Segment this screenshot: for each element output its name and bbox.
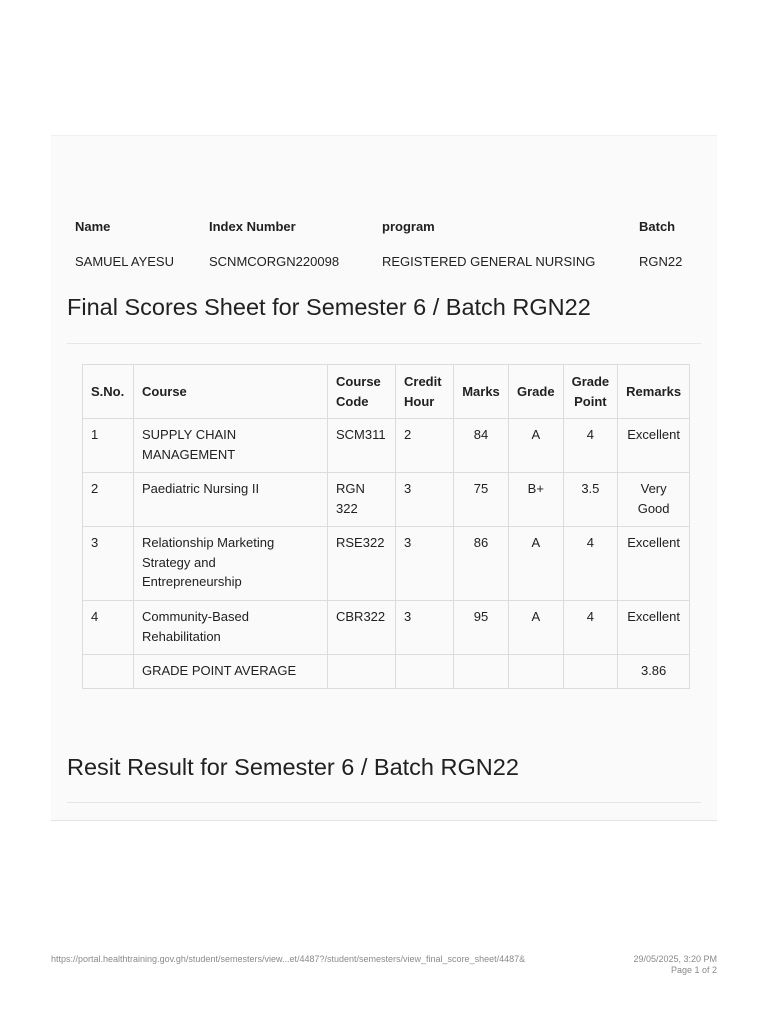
scores-header-row — [83, 365, 690, 419]
row-remarks: Excellent — [618, 419, 690, 473]
row-sno: 3 — [83, 527, 134, 601]
student-batch: RGN22 — [639, 253, 683, 269]
gpa-empty-cell — [563, 655, 618, 689]
row-remarks: Excellent — [618, 601, 690, 655]
row-course: SUPPLY CHAIN MANAGEMENT — [134, 419, 328, 473]
row-remarks: Excellent — [618, 527, 690, 601]
row-course: Relationship Marketing Strategy and Entrepreneurship — [134, 527, 328, 601]
student-index-number: SCNMCORGN220098 — [209, 253, 340, 269]
row-credit-hour: 3 — [396, 527, 454, 601]
gpa-row — [83, 655, 690, 689]
remarks-header: Remarks — [618, 365, 690, 419]
row-marks: 95 — [454, 601, 509, 655]
row-course-code: RGN 322 — [328, 473, 396, 527]
student-info-row — [75, 236, 699, 286]
student-program: REGISTERED GENERAL NURSING — [382, 253, 596, 269]
table-row — [83, 527, 690, 601]
gpa-empty-cell — [509, 655, 564, 689]
grade-point-header: Grade Point — [563, 365, 618, 419]
course-code-header: Course Code — [328, 365, 396, 419]
student-name: SAMUEL AYESU — [75, 253, 174, 269]
footer-datetime: 29/05/2025, 3:20 PM — [633, 954, 717, 964]
program-header: program — [382, 218, 435, 234]
row-grade-point: 4 — [563, 419, 618, 473]
row-course-code: RSE322 — [328, 527, 396, 601]
row-grade-point: 3.5 — [563, 473, 618, 527]
gpa-value: 3.86 — [618, 655, 690, 689]
gpa-empty-cell — [328, 655, 396, 689]
final-scores-table — [82, 364, 690, 689]
row-sno: 1 — [83, 419, 134, 473]
row-grade-point: 4 — [563, 601, 618, 655]
marks-header: Marks — [454, 365, 509, 419]
resit-result-title: Resit Result for Semester 6 / Batch RGN22 — [67, 754, 519, 780]
table-row — [83, 601, 690, 655]
row-course: Paediatric Nursing II — [134, 473, 328, 527]
gpa-empty-cell — [83, 655, 134, 689]
row-remarks: Very Good — [618, 473, 690, 527]
gpa-empty-cell — [454, 655, 509, 689]
footer-meta — [633, 954, 717, 976]
row-marks: 75 — [454, 473, 509, 527]
course-header: Course — [134, 365, 328, 419]
credit-hour-header: Credit Hour — [396, 365, 454, 419]
table-row — [83, 473, 690, 527]
batch-header: Batch — [639, 218, 676, 234]
name-header: Name — [75, 218, 111, 234]
final-scores-title: Final Scores Sheet for Semester 6 / Batch RGN22 — [67, 294, 591, 320]
row-grade: A — [509, 601, 564, 655]
row-credit-hour: 2 — [396, 419, 454, 473]
row-sno: 4 — [83, 601, 134, 655]
table-row — [83, 419, 690, 473]
row-grade: B+ — [509, 473, 564, 527]
index-number-header: Index Number — [209, 218, 296, 234]
student-info-header-row — [75, 216, 699, 236]
grade-header: Grade — [509, 365, 564, 419]
row-credit-hour: 3 — [396, 473, 454, 527]
row-grade: A — [509, 419, 564, 473]
row-grade: A — [509, 527, 564, 601]
row-course-code: SCM311 — [328, 419, 396, 473]
score-sheet-panel — [51, 135, 717, 821]
gpa-empty-cell — [396, 655, 454, 689]
footer-url: https://portal.healthtraining.gov.gh/student/semesters/view...et/4487?/student/semesters/view_final_score_sheet/4487& — [51, 954, 526, 964]
row-marks: 86 — [454, 527, 509, 601]
row-marks: 84 — [454, 419, 509, 473]
row-course: Community-Based Rehabilitation — [134, 601, 328, 655]
gpa-label: GRADE POINT AVERAGE — [134, 655, 328, 689]
row-credit-hour: 3 — [396, 601, 454, 655]
divider — [67, 343, 701, 344]
row-grade-point: 4 — [563, 527, 618, 601]
sno-header: S.No. — [83, 365, 134, 419]
student-info-table — [75, 216, 699, 286]
row-sno: 2 — [83, 473, 134, 527]
footer-page-number: Page 1 of 2 — [670, 965, 717, 975]
divider — [67, 802, 701, 803]
row-course-code: CBR322 — [328, 601, 396, 655]
